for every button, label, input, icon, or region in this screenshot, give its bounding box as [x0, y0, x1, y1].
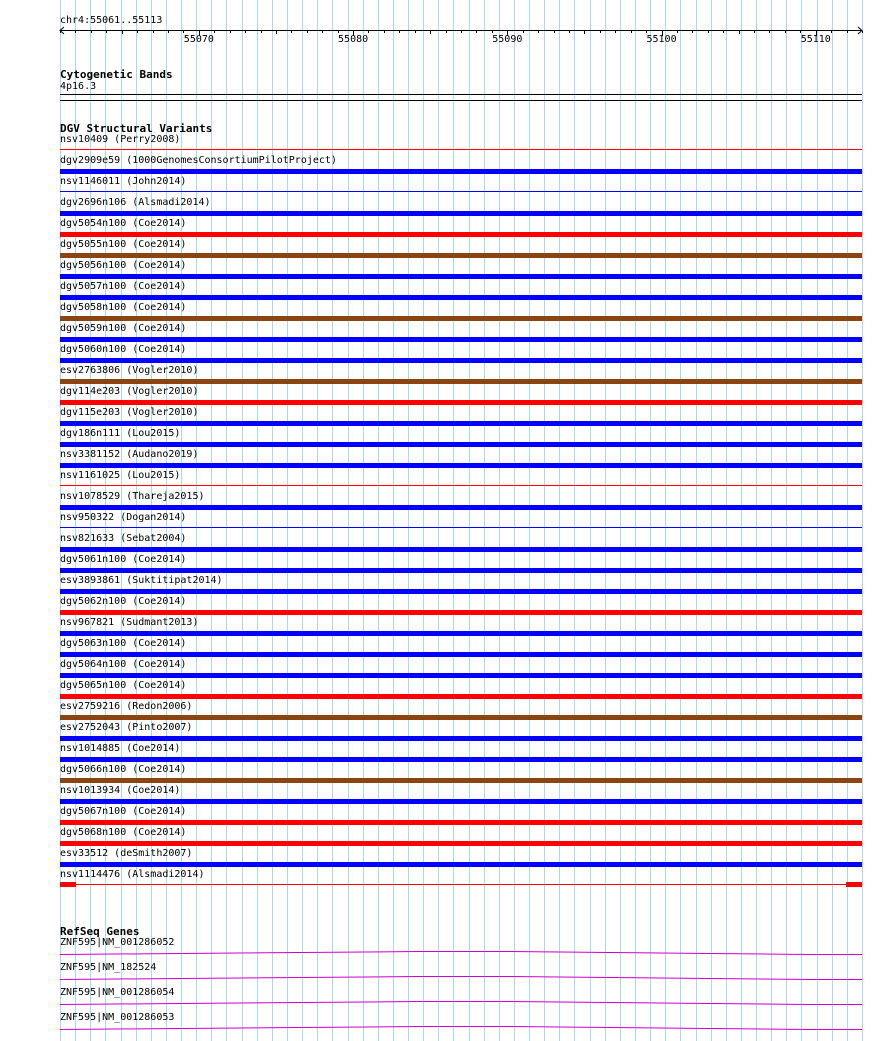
- dgv-variant-label[interactable]: nsv1014885 (Coe2014): [60, 743, 181, 754]
- dgv-variant-bar[interactable]: [60, 274, 862, 279]
- dgv-variant-bar[interactable]: [60, 757, 862, 762]
- dgv-variant-label[interactable]: dgv5058n100 (Coe2014): [60, 302, 187, 313]
- dgv-variant-label[interactable]: nsv3381152 (Audano2019): [60, 449, 199, 460]
- ruler-tick-label: 55100: [646, 34, 677, 45]
- dgv-variant-label[interactable]: dgv114e203 (Vogler2010): [60, 386, 199, 397]
- dgv-variant-label[interactable]: dgv5063n100 (Coe2014): [60, 638, 187, 649]
- dgv-variant-label[interactable]: dgv5057n100 (Coe2014): [60, 281, 187, 292]
- dgv-variant-bar[interactable]: [60, 715, 862, 720]
- refseq-gene-label[interactable]: ZNF595|NM_001286053: [60, 1012, 175, 1023]
- dgv-variant-label[interactable]: nsv950322 (Dogan2014): [60, 512, 187, 523]
- dgv-variant-label[interactable]: dgv5065n100 (Coe2014): [60, 680, 187, 691]
- dgv-variant-label[interactable]: esv2752043 (Pinto2007): [60, 722, 193, 733]
- dgv-variant-label[interactable]: esv3893861 (Suktitipat2014): [60, 575, 223, 586]
- dgv-variant-bar[interactable]: [60, 505, 862, 510]
- dgv-variant-label[interactable]: esv2763806 (Vogler2010): [60, 365, 199, 376]
- dgv-variant-bar[interactable]: [60, 527, 862, 528]
- dgv-variant-bar[interactable]: [60, 589, 862, 594]
- dgv-variant-bar[interactable]: [60, 400, 862, 405]
- dgv-variant-label[interactable]: esv33512 (deSmith2007): [60, 848, 193, 859]
- dgv-variant-bar[interactable]: [60, 652, 862, 657]
- dgv-variant-bar[interactable]: [60, 485, 862, 486]
- dgv-variant-label[interactable]: dgv5056n100 (Coe2014): [60, 260, 187, 271]
- dgv-variant-bar[interactable]: [60, 547, 862, 552]
- dgv-variant-label[interactable]: nsv821633 (Sebat2004): [60, 533, 187, 544]
- dgv-variant-label[interactable]: dgv5059n100 (Coe2014): [60, 323, 187, 334]
- ruler-tick-label: 55110: [800, 34, 831, 45]
- dgv-variant-bar[interactable]: [60, 358, 862, 363]
- dgv-variant-bar[interactable]: [60, 799, 862, 804]
- dgv-variant-label[interactable]: dgv5067n100 (Coe2014): [60, 806, 187, 817]
- dgv-variant-bar[interactable]: [60, 442, 862, 447]
- dgv-variant-label[interactable]: nsv1013934 (Coe2014): [60, 785, 181, 796]
- dgv-variant-bar[interactable]: [60, 316, 862, 321]
- dgv-variant-label[interactable]: nsv10409 (Perry2008): [60, 134, 181, 145]
- dgv-variant-label[interactable]: dgv5068n100 (Coe2014): [60, 827, 187, 838]
- dgv-variant-bar[interactable]: [60, 862, 862, 867]
- ruler-tick-label: 55070: [183, 34, 214, 45]
- dgv-variant-bar[interactable]: [60, 673, 862, 678]
- refseq-gene-label[interactable]: ZNF595|NM_001286054: [60, 987, 175, 998]
- cytoband-line-top: [60, 94, 862, 95]
- dgv-variant-label[interactable]: nsv1078529 (Thareja2015): [60, 491, 205, 502]
- dgv-variant-label[interactable]: nsv1161025 (Lou2015): [60, 470, 181, 481]
- dgv-variant-bar[interactable]: [60, 191, 862, 192]
- refseq-gene-label[interactable]: ZNF595|NM_182524: [60, 962, 157, 973]
- dgv-variant-label[interactable]: dgv5054n100 (Coe2014): [60, 218, 187, 229]
- dgv-variant-bar[interactable]: [60, 841, 862, 846]
- dgv-variant-label[interactable]: nsv967821 (Sudmant2013): [60, 617, 199, 628]
- dgv-variant-bar[interactable]: [60, 211, 862, 216]
- dgv-variant-bar[interactable]: [60, 379, 862, 384]
- dgv-variant-bar[interactable]: [60, 694, 862, 699]
- dgv-variant-label[interactable]: dgv5055n100 (Coe2014): [60, 239, 187, 250]
- locus-label: chr4:55061..55113: [60, 15, 163, 26]
- dgv-variant-bar[interactable]: [60, 884, 862, 885]
- dgv-variant-bar[interactable]: [60, 463, 862, 468]
- ruler-tick-label: 55090: [492, 34, 523, 45]
- cytoband-line-bottom: [60, 100, 862, 101]
- dgv-variant-label[interactable]: dgv2909e59 (1000GenomesConsortiumPilotProject): [60, 155, 337, 166]
- dgv-variant-bar[interactable]: [60, 820, 862, 825]
- dgv-variant-bar[interactable]: [60, 295, 862, 300]
- refseq-gene-label[interactable]: ZNF595|NM_001286052: [60, 937, 175, 948]
- dgv-variant-bar[interactable]: [60, 232, 862, 237]
- dgv-variant-label[interactable]: dgv2696n106 (Alsmadi2014): [60, 197, 211, 208]
- dgv-variant-block-right[interactable]: [846, 882, 862, 887]
- dgv-variant-label[interactable]: dgv5062n100 (Coe2014): [60, 596, 187, 607]
- dgv-variant-label[interactable]: esv2759216 (Redon2006): [60, 701, 193, 712]
- dgv-variant-bar[interactable]: [60, 631, 862, 636]
- dgv-variant-label[interactable]: dgv186n111 (Lou2015): [60, 428, 181, 439]
- dgv-variant-label[interactable]: dgv5066n100 (Coe2014): [60, 764, 187, 775]
- dgv-variant-label[interactable]: nsv1146011 (John2014): [60, 176, 187, 187]
- dgv-variant-label[interactable]: nsv1114476 (Alsmadi2014): [60, 869, 205, 880]
- ruler-tick-label: 55080: [338, 34, 369, 45]
- dgv-variant-bar[interactable]: [60, 253, 862, 258]
- dgv-variant-bar[interactable]: [60, 421, 862, 426]
- dgv-variant-bar[interactable]: [60, 169, 862, 174]
- dgv-variant-label[interactable]: dgv115e203 (Vogler2010): [60, 407, 199, 418]
- coordinate-ruler: [0, 0, 890, 60]
- cytoband-track-title: Cytogenetic Bands: [60, 68, 173, 81]
- refseq-track-title: RefSeq Genes: [60, 925, 140, 938]
- cytoband-label: 4p16.3: [60, 81, 97, 92]
- dgv-variant-bar[interactable]: [60, 568, 862, 573]
- dgv-variant-bar[interactable]: [60, 610, 862, 615]
- dgv-variant-bar[interactable]: [60, 337, 862, 342]
- dgv-variant-label[interactable]: dgv5061n100 (Coe2014): [60, 554, 187, 565]
- dgv-track-title: DGV Structural Variants: [60, 122, 213, 135]
- dgv-variant-bar[interactable]: [60, 778, 862, 783]
- dgv-variant-bar[interactable]: [60, 149, 862, 150]
- dgv-variant-label[interactable]: dgv5060n100 (Coe2014): [60, 344, 187, 355]
- dgv-variant-block-left[interactable]: [60, 882, 76, 887]
- dgv-variant-bar[interactable]: [60, 736, 862, 741]
- dgv-variant-label[interactable]: dgv5064n100 (Coe2014): [60, 659, 187, 670]
